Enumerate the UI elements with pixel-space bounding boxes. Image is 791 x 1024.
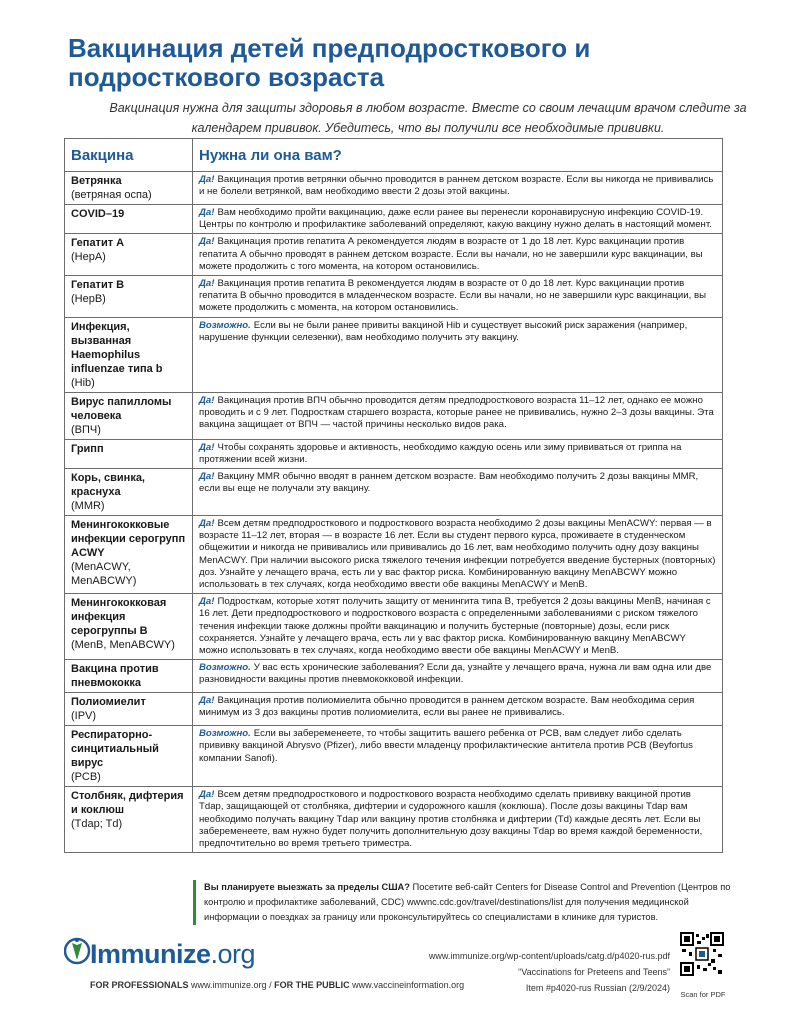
vaccine-abbreviation: (Hib)	[71, 376, 95, 389]
footer-doc-info	[380, 948, 670, 996]
vaccine-need-cell	[193, 726, 723, 787]
column-header-vaccine: Вакцина	[65, 139, 193, 172]
vaccine-name: Менингококковые инфекции серогрупп ACWY	[71, 519, 186, 560]
vaccine-name-cell	[65, 516, 193, 594]
table-row	[65, 594, 723, 660]
vaccine-name-cell	[65, 276, 193, 318]
answer-label: Да!	[199, 695, 215, 707]
answer-label: Да!	[199, 174, 215, 185]
vaccine-name: Корь, свинка, краснуха	[71, 472, 145, 499]
vaccine-need-cell	[193, 469, 723, 516]
travel-note-text: Посетите веб-сайт Centers for Disease Control and Prevention (Центров по контролю и профилактике заболеваний, CDC) wwwnc.cdc.gov/travel/destinations/list для получения медицинской информации о поездках за границу или проконсультируйтесь со специалистами в клинике для туристов.	[204, 882, 731, 922]
footer-pro-label: FOR PROFESSIONALS	[90, 980, 189, 990]
vaccine-name-cell	[65, 392, 193, 439]
answer-label: Да!	[199, 518, 215, 530]
vaccine-need-cell	[193, 693, 723, 726]
vaccine-name: Ветрянка	[71, 175, 122, 187]
table-row	[65, 234, 723, 276]
vaccine-name: Менингококковая инфекция серогруппы B	[71, 597, 167, 638]
answer-text: У вас есть хронические заболевания? Если да, узнайте у лечащего врача, нужна ли вам одна или две разновидности вакцины против пневмококковой инфекции.	[199, 662, 712, 686]
vaccine-need-cell	[193, 234, 723, 276]
vaccine-name-cell	[65, 172, 193, 205]
answer-label: Да!	[199, 441, 215, 453]
footer-pro-url[interactable]: www.immunize.org	[191, 980, 267, 990]
vaccine-name-cell	[65, 594, 193, 660]
table-row	[65, 787, 723, 853]
answer-text: Если вы забеременеете, то чтобы защитить вашего ребенка от РСВ, вам следует либо сделать прививку вакциной Abrysvo (Pfizer), либо ввести младенцу профилактические антитела против РСВ (Beyfortus компании Sanofi).	[199, 728, 693, 764]
logo-suffix: .org	[210, 939, 256, 969]
vaccine-name-cell	[65, 469, 193, 516]
vaccine-need-cell	[193, 205, 723, 234]
answer-text: Всем детям предподросткового и подросткового возраста необходимо 2 дозы вакцины MenACWY: первая — в возрасте 11–12 лет, вторая — в возрасте 16 лет. Если вы студент первого курса, проживаете в студенческом общежитии и никогда не прививались или прививались до 16 лет, вам необходимо получить одну дозу вакцины MenACWY. При наличии высокого риска тяжелого течения инфекции потребуется введение бустерных (повторных) доз. Узнайте у лечащего врача, есть ли у вас фактор риска. Комбинированную вакцину MenABCWY можно использовать в тех случаях, когда необходимо ввести обе вакцины MenACWY и MenB.	[199, 518, 716, 591]
vaccine-name: Грипп	[71, 442, 104, 455]
vaccine-abbreviation: (MenB, MenABCWY)	[71, 639, 175, 652]
vaccine-abbreviation: (Tdap; Td)	[71, 818, 123, 831]
vaccine-name: Столбняк, дифтерия и коклюш	[71, 790, 184, 817]
table-row	[65, 726, 723, 787]
vaccine-name-cell	[65, 787, 193, 853]
answer-text: Всем детям предподросткового и подросткового возраста необходимо сделать прививку вакциной против Tdap, защищающей от столбняка, дифтерии и судорожного кашля (коклюша). После дозы вакцины Tdap вам необходимо получать вакцину Tdap или вакцину против столбняка и дифтерии (Td) каждые десять лет. Если вы забеременеете, вам нужно будет получить дополнительную дозу вакцины Tdap во время каждой беременности, предпочтительно во время третьего триместра.	[199, 789, 703, 850]
vaccine-name-cell	[65, 726, 193, 787]
footer-pdf-url[interactable]: www.immunize.org/wp-content/uploads/catg.d/p4020-rus.pdf	[428, 951, 670, 961]
table-row	[65, 392, 723, 439]
vaccine-abbreviation: (ветряная оспа)	[71, 189, 152, 201]
answer-label: Да!	[199, 471, 215, 483]
answer-text: Вакцинация против полиомиелита обычно проводится в раннем детском возрасте. Вам необходима серия минимум из 3 доз вакцины против полиомиелита, если вы ранее не прививались.	[199, 695, 695, 719]
footer-doc-title: “Vaccinations for Preteens and Teens”	[518, 967, 670, 977]
table-row	[65, 693, 723, 726]
vaccine-need-cell	[193, 392, 723, 439]
travel-note	[193, 880, 734, 925]
answer-text: Если вы не были ранее привиты вакциной Hib и существует высокий риск заражения (например, нарушение функции селезенки), вам необходимо получить эту вакцину.	[199, 319, 688, 343]
answer-text: Подросткам, которые хотят получить защиту от менингита типа В, требуется 2 дозы вакцины MenB, начиная с 16 лет. Дети предподросткового и подросткового возраста с определенными заболеваниями с риском тяжелого течения инфекции также должны пройти вакцинацию и получить бустерные (повторные) дозы, если риск сохраняется. Узнайте у лечащего врача, есть ли у вас фактор риска. Комбинированную вакцину MenABCWY можно использовать в тех случаях, когда необходимо ввести обе вакцины MenACWY и MenB.	[199, 596, 711, 657]
answer-text: Чтобы сохранять здоровье и активность, необходимо каждую осень или зиму прививаться от гриппа на протяжении всей жизни.	[199, 441, 682, 465]
qr-scan-label: Scan for PDF	[680, 990, 726, 999]
footer-public-label: FOR THE PUBLIC	[274, 980, 350, 990]
vaccine-need-cell	[193, 172, 723, 205]
table-row	[65, 439, 723, 468]
vaccine-abbreviation: (HepB)	[71, 293, 106, 306]
footer-separator: /	[269, 980, 272, 990]
vaccine-name: Гепатит B	[71, 279, 125, 292]
vaccine-name-cell	[65, 317, 193, 392]
table-row	[65, 660, 723, 693]
vaccine-name: Полиомиелит	[71, 696, 146, 709]
vaccine-name: Респираторно-синцитиальный вирус	[71, 729, 159, 770]
table-row	[65, 317, 723, 392]
answer-label: Возможно.	[199, 662, 251, 674]
table-row	[65, 205, 723, 234]
vaccine-need-cell	[193, 439, 723, 468]
table-row	[65, 172, 723, 205]
answer-label: Да!	[199, 278, 215, 290]
answer-text: Вакцинация против ВПЧ обычно проводится детям предподросткового возраста 11–12 лет, однако ее можно проводить и с 9 лет. Подросткам старшего возраста, которые ранее не прививались, нужно 2–3 дозы вакцины. Эта вакцина защищает от ВПЧ — частой причины несколько видов рака.	[199, 394, 714, 431]
table-row	[65, 276, 723, 318]
vaccine-need-cell	[193, 317, 723, 392]
vaccine-need-cell	[193, 276, 723, 318]
vaccine-table	[64, 138, 723, 853]
answer-label: Да!	[199, 207, 215, 218]
vaccine-abbreviation: (РСВ)	[71, 771, 101, 784]
vaccine-name-cell	[65, 234, 193, 276]
answer-label: Возможно.	[199, 319, 251, 331]
column-header-need: Нужна ли она вам?	[193, 139, 723, 172]
logo-main: Immunize	[90, 939, 211, 969]
answer-text: Вакцину MMR обычно вводят в раннем детском возрасте. Вам необходимо получить 2 дозы вакцины MMR, если вы еще не получали эту вакцину.	[199, 471, 699, 495]
table-header-row	[65, 139, 723, 172]
answer-text: Вам необходимо пройти вакцинацию, даже если ранее вы перенесли коронавирусную инфекцию COVID-19. Центры по контролю и профилактике заболеваний определяют, какую вакцину нужно делать в настоящий момент.	[199, 207, 712, 231]
vaccine-need-cell	[193, 594, 723, 660]
vaccine-abbreviation: (ВПЧ)	[71, 423, 101, 436]
qr-code-icon[interactable]	[680, 932, 724, 976]
vaccine-need-cell	[193, 787, 723, 853]
vaccine-name: Вирус папилломы человека	[71, 395, 172, 422]
vaccine-name: Инфекция, вызванная Haemophilus influenzae типа b	[71, 320, 163, 375]
table-row	[65, 469, 723, 516]
travel-note-question: Вы планируете выезжать за пределы США?	[204, 882, 410, 892]
answer-text: Вакцинация против гепатита В рекомендуется людям в возрасте от 0 до 18 лет. Курс вакцинации против гепатита В обычно проводится в младенческом возрасте. Если вы начали, но не завершили курс вакцинации, вы можете продолжить с момента, на котором остановились.	[199, 278, 706, 314]
page-subtitle: Вакцинация нужна для защиты здоровья в любом возрасте. Вместе со своим лечащим врачом следите за календарем прививок. Убедитесь, что вы получили все необходимые прививки.	[109, 101, 747, 135]
answer-label: Да!	[199, 596, 215, 608]
answer-label: Да!	[199, 789, 215, 801]
vaccine-name: Гепатит A	[71, 237, 125, 250]
vaccine-name-cell	[65, 660, 193, 693]
answer-label: Возможно.	[199, 728, 251, 740]
vaccine-name: COVID–19	[71, 208, 125, 220]
vaccine-name-cell	[65, 439, 193, 468]
vaccine-abbreviation: (MMR)	[71, 500, 105, 513]
vaccine-abbreviation: (MenACWY, MenABCWY)	[71, 561, 137, 588]
answer-label: Да!	[199, 236, 215, 248]
logo-wordmark	[90, 939, 255, 970]
vaccine-name-cell	[65, 693, 193, 726]
footer-item-number: Item #p4020-rus Russian (2/9/2024)	[525, 983, 670, 993]
vaccine-abbreviation: (HepA)	[71, 251, 106, 264]
answer-text: Вакцинация против гепатита А рекомендуется людям в возрасте от 1 до 18 лет. Курс вакцинации против гепатита А обычно проводят в раннем детском возрасте. Если вы начали, но не завершили курс вакцинации, вы можете продолжить с того момента, на котором остановились.	[199, 236, 703, 272]
answer-text: Вакцинация против ветрянки обычно проводится в раннем детском возрасте. Если вы никогда не прививались и не болели ветрянкой, вам необходимо ввести 2 дозы этой вакцины.	[199, 174, 714, 198]
footer-public-url[interactable]: www.vaccineinformation.org	[352, 980, 465, 990]
vaccine-name-cell	[65, 205, 193, 234]
vaccine-need-cell	[193, 660, 723, 693]
page-title: Вакцинация детей предподросткового и подросткового возраста	[68, 33, 591, 92]
vaccine-name: Вакцина против пневмококка	[71, 663, 159, 690]
vaccine-table-body	[65, 172, 723, 853]
vaccine-need-cell	[193, 516, 723, 594]
answer-label: Да!	[199, 394, 215, 406]
vaccine-abbreviation: (IPV)	[71, 710, 97, 723]
table-row	[65, 516, 723, 594]
